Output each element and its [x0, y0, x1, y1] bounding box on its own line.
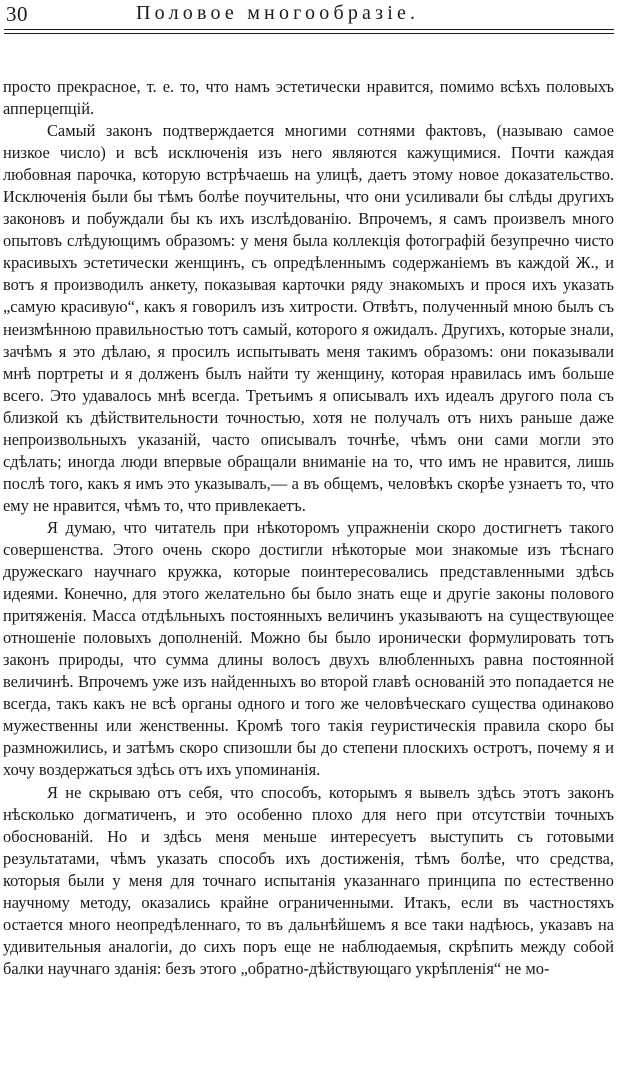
paragraph: Я не скрываю отъ себя, что способъ, которымъ я вывелъ здѣсь этотъ законъ нѣсколько догматиченъ, и это особенно плохо для него при отсутствіи точныхъ обоснованій. Но и здѣсь меня меньше интересуетъ выступить съ готовыми результатами, чѣмъ указать способъ ихъ достиженія, тѣмъ болѣе, что средства, которыя были у меня для точнаго испытанія указаннаго принципа по естественно научному методу, оказались крайне ограниченными. Итакъ, если въ частностяхъ остается много неопредѣленнаго, то въ дальнѣйшемъ я все таки надѣюсь, указавъ на удивительныя аналогіи, до сихъ поръ еще не наблюдаемыя, скрѣпить между собой балки научнаго зданія: безъ этого „обратно-дѣйствующаго укрѣпленія“ не мо-: [3, 782, 614, 978]
page-number: 30: [6, 2, 28, 26]
page-header: [4, 0, 614, 34]
header-rule-top: [4, 29, 614, 30]
paragraph-continued: просто прекрасное, т. е. то, что намъ эстетически нравится, помимо всѣхъ половыхъ апперцепцій.: [3, 77, 614, 119]
body-text: [3, 76, 614, 980]
running-head: Половое многообразіе.: [136, 2, 420, 24]
paragraph: Самый законъ подтверждается многими сотнями фактовъ, (называю самое низкое число) и всѣ исключенія изъ него являются кажущимися. Почти каждая любовная парочка, которую встрѣчаешь на улицѣ, даетъ этому новое доказательство. Исключенія были бы тѣмъ болѣе поучительны, что они усиливали бы слѣды другихъ законовъ и побуждали бы къ ихъ изслѣдованію. Впрочемъ, я самъ произвелъ много опытовъ слѣдующимъ образомъ: у меня была коллекція фотографій безупречно чисто красивыхъ эстетически женщинъ, съ опредѣленнымъ содержаніемъ въ каждой Ж., и вотъ я производилъ анкету, показывая карточки ряду знакомыхъ и прося ихъ указать „самую красивую“, какъ я говорилъ изъ хитрости. Отвѣтъ, полученный мною былъ съ неизмѣнною правильностью тотъ самый, которого я ожидалъ. Другихъ, которые знали, зачѣмъ я это дѣлаю, я просилъ испытывать меня такимъ образомъ: они показывали мнѣ портреты и я долженъ былъ найти ту женщину, которая нравилась имъ больше всего. Это удавалось мнѣ всегда. Третьимъ я описывалъ ихъ идеалъ другого пола съ близкой къ дѣйствительности точностью, хотя не получалъ отъ нихъ раньше даже непроизвольныхъ указаній, часто описывалъ точнѣе, чѣмъ они сами могли это сдѣлать; иногда люди впервые обращали вниманіе на то, что имъ не нравится, лишь послѣ того, какъ я имъ это указывалъ,— а въ общемъ, человѣкъ скорѣе узнаетъ то, что ему не нравится, чѣмъ то, что привлекаетъ.: [3, 121, 614, 515]
header-rule-bottom: [4, 33, 614, 34]
paragraph: Я думаю, что читатель при нѣкоторомъ упражненіи скоро достигнетъ такого совершенства. Этого очень скоро достигли нѣкоторые мои знакомые изъ тѣснаго дружескаго научнаго кружка, которые поинтересовались представленными здѣсь идеями. Конечно, для этого желательно бы было знать еще и другіе законы полового притяженія. Масса отдѣльныхъ постоянныхъ величинъ указываютъ на существующее отношеніе половыхъ дополненій. Можно бы было иронически формулировать тотъ законъ природы, что сумма длины волосъ двухъ влюбленныхъ равна постоянной величинѣ. Впрочемъ уже изъ найденныхъ во второй главѣ основаній это попадается не всегда, такъ какъ не всѣ органы одного и того же человѣческаго существа одинаково мужественны или женственны. Кромѣ того такія геуристическія правила скоро бы размножились, и затѣмъ скоро спизошли бы до степени плоскихъ остротъ, почему я и хочу воздержаться здѣсь отъ ихъ упоминанія.: [3, 517, 614, 780]
